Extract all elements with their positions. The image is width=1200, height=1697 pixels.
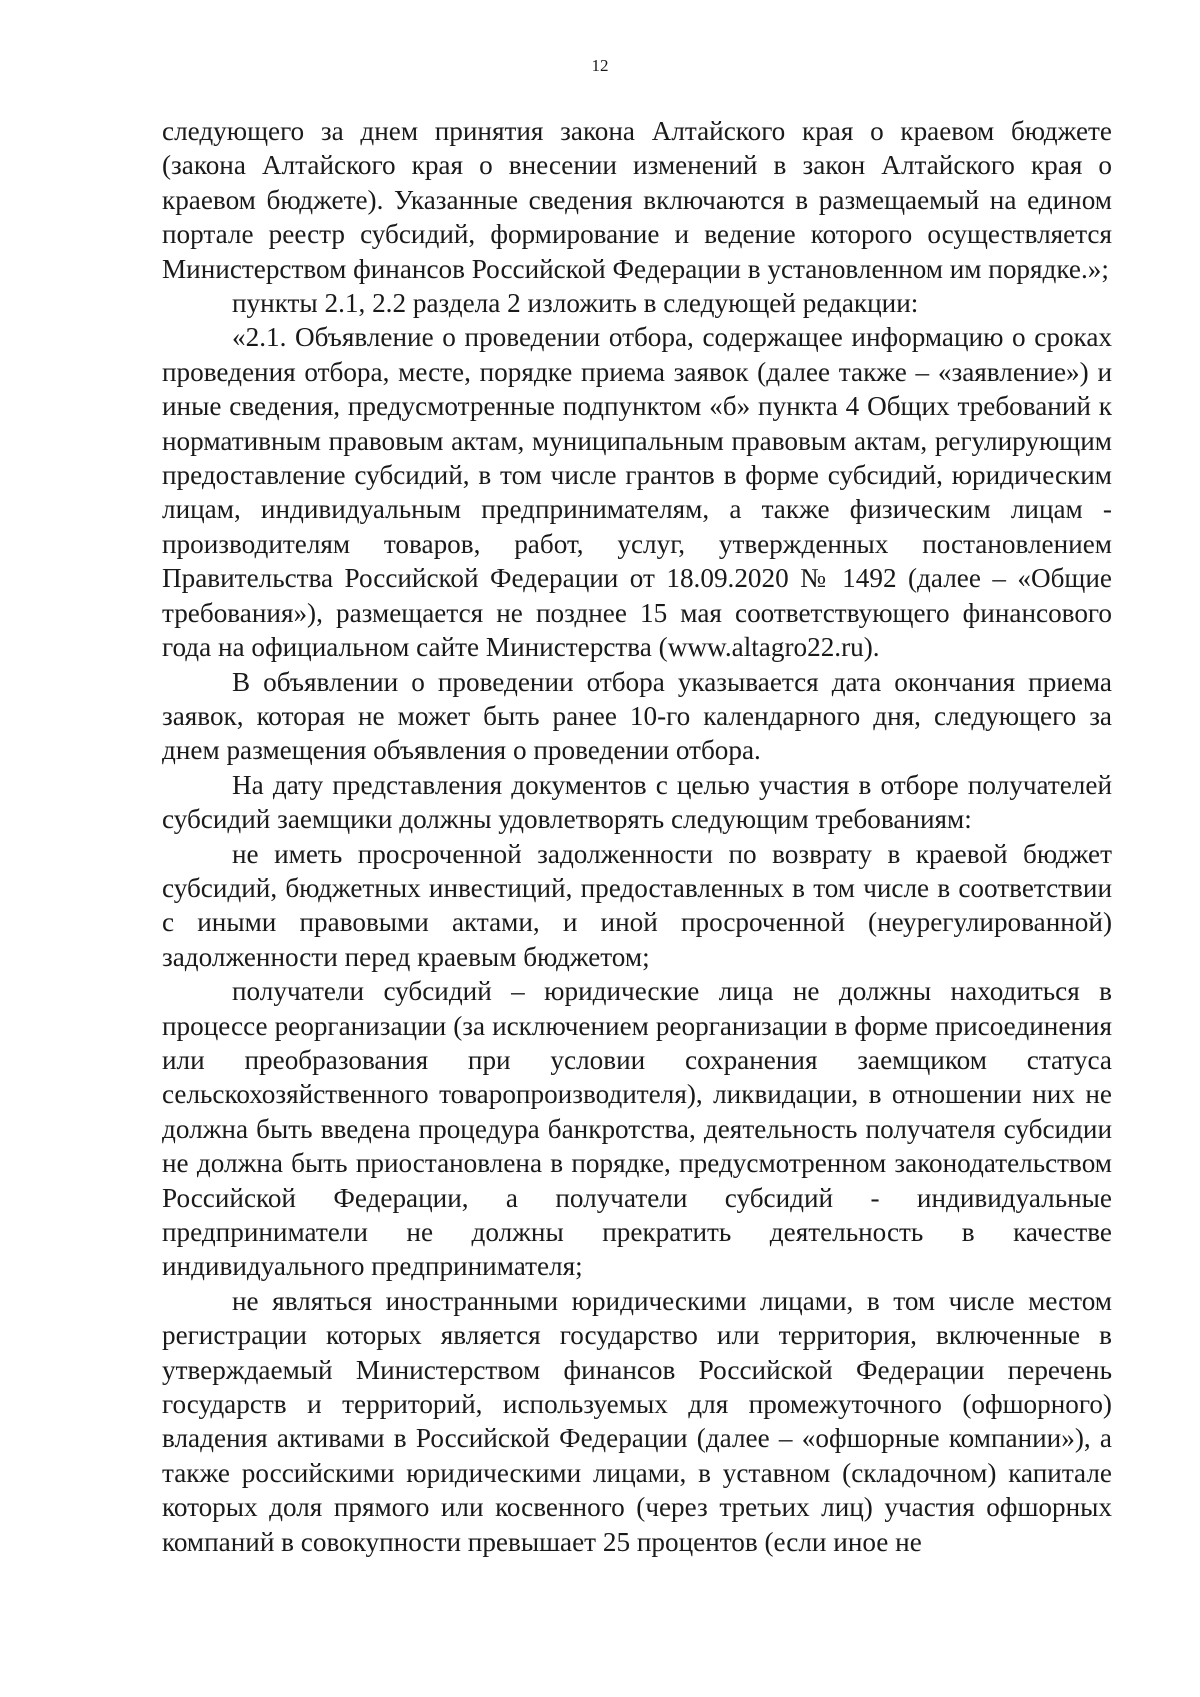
paragraph-offshore-requirement: не являться иностранными юридическими лицами, в том числе местом регистрации которых является государство или территория, включенные в утверждаемый Министерством финансов Российской Федерации перечень государств и территорий, используемых для промежуточного (офшорного) владения активами в Российской Федерации (далее – «офшорные компании»), а также российскими юридическими лицами, в уставном (складочном) капитале которых доля прямого или косвенного (через третьих лиц) участия офшорных компаний в совокупности превышает 25 процентов (если иное не <box>162 1285 1112 1557</box>
document-body <box>162 114 1112 1559</box>
paragraph-continuation: следующего за днем принятия закона Алтайского края о краевом бюджете (закона Алтайского края о внесении изменений в закон Алтайского края о краевом бюджете). Указанные сведения включаются в размещаемый на едином портале реестр субсидий, формирование и ведение которого осуществляется Министерством финансов Российской Федерации в установленном им порядке.»; <box>162 116 1112 284</box>
paragraph-no-debt-requirement: не иметь просроченной задолженности по возврату в краевой бюджет субсидий, бюджетных инвестиций, предоставленных в том числе в соответствии с иными правовыми актами, и иной просроченной (неурегулированной) задолженности перед краевым бюджетом; <box>162 838 1112 972</box>
paragraph-deadline: В объявлении о проведении отбора указывается дата окончания приема заявок, которая не может быть ранее 10-го календарного дня, следующего за днем размещения объявления о проведении отбора. <box>162 666 1112 766</box>
paragraph-no-reorganization-requirement: получатели субсидий – юридические лица не должны находиться в процессе реорганизации (за исключением реорганизации в форме присоединения или преобразования при условии сохранения заемщиком статуса сельскохозяйственного товаропроизводителя), ликвидации, в отношении них не должна быть введена процедура банкротства, деятельность получателя субсидии не должна быть приостановлена в порядке, предусмотренном законодательством Российской Федерации, а получатели субсидий - индивидуальные предприниматели не должны прекратить деятельность в качестве индивидуального предпринимателя; <box>162 976 1112 1282</box>
paragraph-2-1-announcement: «2.1. Объявление о проведении отбора, содержащее информацию о сроках проведения отбора, месте, порядке приема заявок (далее также – «заявление») и иные сведения, предусмотренные подпунктом «б» пункта 4 Общих требований к нормативным правовым актам, муниципальным правовым актам, регулирующим предоставление субсидий, в том числе грантов в форме субсидий, юридическим лицам, индивидуальным предпринимателям, а также физическим лицам - производителям товаров, работ, услуг, утвержденных постановлением Правительства Российской Федерации от 18.09.2020 № 1492 (далее – «Общие требования»), размещается не позднее 15 мая соответствующего финансового года на официальном сайте Министерства (www.altagro22.ru). <box>162 322 1112 663</box>
paragraph-amendment-instruction: пункты 2.1, 2.2 раздела 2 изложить в следующей редакции: <box>232 288 919 319</box>
paragraph-requirements-intro: На дату представления документов с целью участия в отборе получателей субсидий заемщики должны удовлетворять следующим требованиям: <box>162 769 1112 835</box>
page-number: 12 <box>591 56 609 75</box>
